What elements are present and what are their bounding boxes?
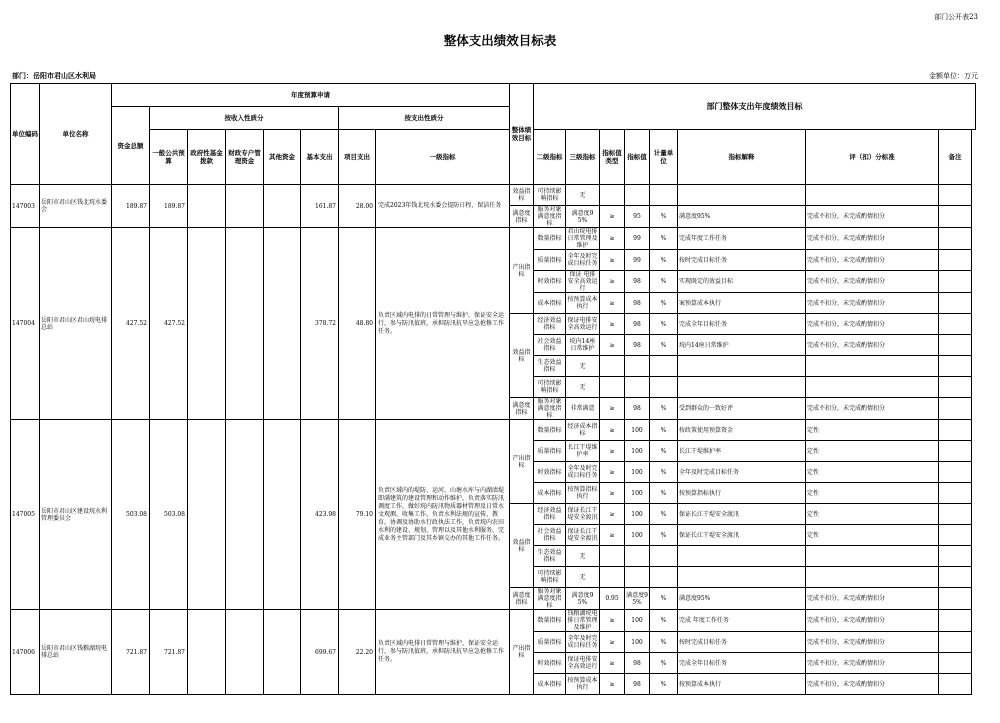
- level2-indicator: 生态效益指标: [534, 546, 566, 567]
- scoring-standard: 定性: [806, 525, 939, 546]
- level3-indicator: 全年及时完成目标任务: [566, 632, 600, 653]
- scoring-standard: 完成不扣分，未完成酌情扣分: [806, 653, 939, 674]
- header-annual-budget: 年度预算申请: [112, 84, 510, 107]
- level3-indicator: 保证电排安全高效运行: [566, 314, 600, 335]
- level2-indicator: 经济效益指标: [534, 314, 566, 335]
- gov-fund: [188, 185, 226, 228]
- level1-indicator: 效益指标: [510, 504, 534, 588]
- other-funds: [264, 420, 301, 610]
- indicator-value: 100: [625, 632, 650, 653]
- gov-fund: [188, 610, 226, 695]
- indicator-explanation: 受到群众的一致好评: [678, 398, 806, 420]
- level3-indicator: 全年及时完成目标任务: [566, 250, 600, 271]
- indicator-explanation: 保证长江干堤安全渡汛: [678, 525, 806, 546]
- indicator-explanation: 完成 年度工作任务: [678, 610, 806, 632]
- scoring-standard: 定性: [806, 504, 939, 525]
- header-by-expense: 按支出性质分: [339, 107, 510, 130]
- indicator-explanation: 垸内14座日常维护: [678, 335, 806, 356]
- measure-unit: %: [650, 293, 678, 314]
- indicator-value: 100: [625, 462, 650, 483]
- level3-indicator: 保证长江干堤安全渡汛: [566, 504, 600, 525]
- measure-unit: %: [650, 504, 678, 525]
- basic-expense: 423.98: [301, 420, 339, 610]
- value-type: [600, 356, 625, 377]
- remark: [939, 250, 972, 271]
- level2-indicator: 时效指标: [534, 653, 566, 674]
- indicator-explanation: 实现既定的效益目标: [678, 271, 806, 293]
- scoring-standard: 完成不扣分，未完成酌情扣分: [806, 632, 939, 653]
- value-type: ≥: [600, 674, 625, 695]
- indicator-value: [625, 356, 650, 377]
- measure-unit: %: [650, 462, 678, 483]
- measure-unit: [650, 546, 678, 567]
- scoring-standard: [806, 356, 939, 377]
- measure-unit: %: [650, 674, 678, 695]
- indicator-value: [625, 546, 650, 567]
- remark: [939, 356, 972, 377]
- indicator-value: 100: [625, 525, 650, 546]
- indicator-explanation: 案预算成本执行: [678, 293, 806, 314]
- level2-indicator: 数量指标: [534, 228, 566, 250]
- scoring-standard: 完成不扣分，未完成酌情扣分: [806, 206, 939, 228]
- header-other-funds: 其他资金: [264, 130, 301, 185]
- scoring-standard: 完成不扣分，未完成酌情扣分: [806, 293, 939, 314]
- general-budget: 427.52: [150, 228, 188, 420]
- value-type: ≥: [600, 441, 625, 462]
- level3-indicator: 无: [566, 185, 600, 206]
- measure-unit: %: [650, 335, 678, 356]
- value-type: ≥: [600, 653, 625, 674]
- measure-unit: %: [650, 588, 678, 610]
- currency-unit-label: 金额单位：万元: [929, 72, 978, 80]
- header-remark: 备注: [939, 130, 972, 185]
- unit-code: 147005: [11, 420, 40, 610]
- level1-indicator: 产出指标: [510, 228, 534, 314]
- value-type: ≥: [600, 228, 625, 250]
- indicator-value: 98: [625, 293, 650, 314]
- indicator-explanation: 按时完成目标任务: [678, 632, 806, 653]
- value-type: ≥: [600, 314, 625, 335]
- level2-indicator: 可持续影响指标: [534, 377, 566, 398]
- project-expense: 48.80: [339, 228, 376, 420]
- level3-indicator: 经济成本指标: [566, 420, 600, 441]
- header-general-budget: 一般公共预算: [150, 130, 188, 185]
- value-type: [600, 377, 625, 398]
- unit-name: 岳阳市君山区君山垸电排总站: [40, 228, 112, 420]
- remark: [939, 314, 972, 335]
- value-type: ≥: [600, 462, 625, 483]
- level3-indicator: 满意度95%: [566, 588, 600, 610]
- indicator-explanation: 保证长江干堤安全渡汛: [678, 504, 806, 525]
- level2-indicator: 社会效益指标: [534, 525, 566, 546]
- level3-indicator: 无: [566, 546, 600, 567]
- level3-indicator: 保证 电排安全高效运行: [567, 271, 598, 292]
- remark: [939, 504, 972, 525]
- level3-indicator: 君山垸电排日常管理及维护: [567, 228, 598, 249]
- measure-unit: %: [650, 441, 678, 462]
- department-label: 部门：岳阳市君山区水利局: [12, 71, 96, 80]
- measure-unit: [650, 185, 678, 206]
- value-type: ≥: [600, 525, 625, 546]
- scoring-standard: 定性: [806, 462, 939, 483]
- header-value: 指标值: [625, 130, 650, 185]
- indicator-value: 100: [625, 483, 650, 504]
- indicator-explanation: [678, 546, 806, 567]
- indicator-value: 98: [625, 653, 650, 674]
- basic-expense: 378.72: [301, 228, 339, 420]
- remark: [939, 335, 972, 356]
- level2-indicator: 服务对象满意度指标: [534, 588, 566, 610]
- value-type: 0.95: [600, 588, 625, 610]
- remark: [939, 185, 972, 206]
- measure-unit: %: [650, 228, 678, 250]
- level2-indicator: 成本指标: [534, 674, 566, 695]
- performance-goal-table: [10, 83, 976, 695]
- measure-unit: [650, 567, 678, 588]
- value-type: ≥: [600, 271, 625, 293]
- level3-indicator: 垸内14座日常维护: [566, 335, 600, 356]
- level2-indicator: 质量指标: [534, 632, 566, 653]
- indicator-value: [625, 185, 650, 206]
- header-scoring: 评（扣）分标准: [806, 130, 939, 185]
- indicator-explanation: 满意度95%: [678, 206, 806, 228]
- scoring-standard: [806, 377, 939, 398]
- level2-indicator: 数量指标: [534, 610, 566, 632]
- indicator-explanation: [678, 185, 806, 206]
- indicator-value: 满意度95%: [625, 588, 650, 610]
- general-budget: 503.08: [150, 420, 188, 610]
- level2-indicator: 成本指标: [534, 293, 566, 314]
- level3-indicator: 按预算成本执行: [566, 293, 600, 314]
- table-row: [11, 228, 976, 250]
- measure-unit: %: [650, 653, 678, 674]
- value-type: ≥: [600, 398, 625, 420]
- level3-indicator: 无: [566, 377, 600, 398]
- measure-unit: %: [650, 610, 678, 632]
- value-type: ≥: [600, 335, 625, 356]
- header-basic-expense: 基本支出: [301, 130, 339, 185]
- unit-name: 岳阳市君山区钱粮湖垸电排总站: [40, 610, 112, 695]
- indicator-value: 95: [625, 206, 650, 228]
- header-unit-code: 单位编码: [11, 84, 40, 185]
- level3-indicator: 按预算成本执行: [566, 674, 600, 695]
- measure-unit: %: [650, 483, 678, 504]
- measure-unit: %: [650, 271, 678, 293]
- header-value-type: 指标值类型: [600, 130, 625, 185]
- level3-indicator: 无: [566, 356, 600, 377]
- level3-indicator: 满意度95%: [566, 206, 600, 228]
- remark: [939, 293, 972, 314]
- scoring-standard: 完成不扣分，未完成酌情扣分: [806, 250, 939, 271]
- scoring-standard: 完成不扣分，未完成酌情扣分: [806, 398, 939, 420]
- indicator-explanation: [678, 567, 806, 588]
- scoring-standard: 定性: [806, 441, 939, 462]
- total-funds: 721.87: [112, 610, 150, 695]
- total-funds: 189.87: [112, 185, 150, 228]
- indicator-explanation: 完成全年目标任务: [678, 314, 806, 335]
- overall-goal: 负责区域内的堤防、运河、山塘水库与内湖渍堤即满建筑的建设管理和动作维护，负责落实防汛调度工作，做好垸内防汛物质器材管理及日常水文观测、收集工作，负责水利法规的宣传、教育，协调及协助水行政执法工作，负责垸内农田水利的建设、规划、管理以及其他水利服务，完成业务主管部门及其乡镇交办的其他工作任务。: [376, 420, 510, 610]
- project-expense: 79.10: [339, 420, 376, 610]
- value-type: ≥: [600, 420, 625, 441]
- remark: [939, 462, 972, 483]
- remark: [939, 206, 972, 228]
- indicator-value: 100: [625, 610, 650, 632]
- header-total-funds: 资金总额: [112, 107, 150, 185]
- scoring-standard: [806, 546, 939, 567]
- value-type: ≥: [600, 250, 625, 271]
- level3-indicator: 无: [566, 567, 600, 588]
- project-expense: 28.00: [339, 185, 376, 228]
- scoring-standard: 完成不扣分，未完成酌情扣分: [806, 610, 939, 632]
- indicator-value: 100: [625, 441, 650, 462]
- header-overall-goal: 整体绩效目标: [510, 84, 534, 185]
- total-funds: 503.08: [112, 420, 150, 610]
- measure-unit: %: [650, 632, 678, 653]
- measure-unit: %: [650, 250, 678, 271]
- gov-fund: [188, 228, 226, 420]
- form-number-label: 部门公开表23: [934, 13, 978, 21]
- scoring-standard: [806, 567, 939, 588]
- header-measure-unit: 计量单位: [650, 130, 678, 185]
- measure-unit: [650, 356, 678, 377]
- measure-unit: %: [650, 206, 678, 228]
- header-project-expense: 项目支出: [339, 130, 376, 185]
- scoring-standard: 完成不扣分，未完成酌情扣分: [806, 314, 939, 335]
- scoring-standard: 定性: [806, 483, 939, 504]
- total-funds: 427.52: [112, 228, 150, 420]
- header-special-mgmt: 财政专户管理资金: [226, 130, 264, 185]
- value-type: ≥: [600, 504, 625, 525]
- other-funds: [264, 610, 301, 695]
- scoring-standard: 完成不扣分，未完成酌情扣分: [806, 674, 939, 695]
- value-type: [600, 567, 625, 588]
- measure-unit: %: [650, 525, 678, 546]
- scoring-standard: 完成不扣分，未完成酌情扣分: [806, 228, 939, 250]
- basic-expense: 161.87: [301, 185, 339, 228]
- level1-indicator: 满意度指标: [510, 398, 534, 420]
- level3-indicator: 保证电排安全高效运行: [566, 653, 600, 674]
- indicator-value: 99: [625, 250, 650, 271]
- level3-indicator: 钱粮湖垸电排日常管理及维护: [567, 610, 598, 631]
- scoring-standard: 完成不扣分，未完成酌情扣分: [806, 335, 939, 356]
- indicator-value: 98: [625, 314, 650, 335]
- overall-goal: 完成2023年钱北垸水委会提防日程，保洁任务: [376, 185, 510, 228]
- level2-indicator: 可持续影响指标: [534, 185, 566, 206]
- level2-indicator: 质量指标: [534, 250, 566, 271]
- other-funds: [264, 185, 301, 228]
- special-mgmt: [226, 228, 264, 420]
- level1-indicator: 产出指标: [510, 610, 534, 695]
- indicator-value: 98: [625, 398, 650, 420]
- unit-name: 岳阳市君山区建设垸水利管理委员会: [40, 420, 112, 610]
- indicator-value: 98: [625, 271, 650, 293]
- remark: [939, 674, 972, 695]
- other-funds: [264, 228, 301, 420]
- header-dept-goals: 部门整体支出年度绩效目标: [534, 84, 976, 130]
- special-mgmt: [226, 610, 264, 695]
- level3-indicator: 全年及时完成目标任务: [566, 462, 600, 483]
- level2-indicator: 生态效益指标: [534, 356, 566, 377]
- level2-indicator: 质量指标: [534, 441, 566, 462]
- basic-expense: 699.67: [301, 610, 339, 695]
- level2-indicator: 成本指标: [534, 483, 566, 504]
- project-expense: 22.20: [339, 610, 376, 695]
- level2-indicator: 时效指标: [534, 271, 566, 293]
- indicator-explanation: 按政策使用预算资金: [678, 420, 806, 441]
- header-level2: 二级指标: [534, 130, 566, 185]
- remark: [939, 398, 972, 420]
- level2-indicator: 服务对象满意度指标: [534, 398, 566, 420]
- remark: [939, 420, 972, 441]
- gov-fund: [188, 420, 226, 610]
- level1-indicator: 效益指标: [510, 314, 534, 398]
- indicator-value: 98: [625, 335, 650, 356]
- level3-indicator: 非常满意: [566, 398, 600, 420]
- measure-unit: [650, 377, 678, 398]
- value-type: ≥: [600, 293, 625, 314]
- level2-indicator: 时效指标: [534, 462, 566, 483]
- level3-indicator: 保证长江干堤安全渡汛: [566, 525, 600, 546]
- indicator-value: [625, 567, 650, 588]
- remark: [939, 653, 972, 674]
- level2-indicator: 可持续影响指标: [534, 567, 566, 588]
- scoring-standard: 定性: [806, 420, 939, 441]
- value-type: ≥: [600, 632, 625, 653]
- level2-indicator: 服务对象满意度指标: [534, 206, 566, 228]
- indicator-explanation: 完成年度工作任务: [678, 228, 806, 250]
- measure-unit: %: [650, 314, 678, 335]
- remark: [939, 610, 972, 632]
- indicator-explanation: 按预算成本执行: [678, 674, 806, 695]
- table-row: [11, 185, 976, 206]
- indicator-explanation: 满意度95%: [678, 588, 806, 610]
- indicator-explanation: 全年及时完成目标任务: [678, 462, 806, 483]
- header-explanation: 指标解释: [678, 130, 806, 185]
- unit-code: 147003: [11, 185, 40, 228]
- indicator-value: 98: [625, 674, 650, 695]
- header-level3: 三级指标: [566, 130, 600, 185]
- unit-code: 147006: [11, 610, 40, 695]
- remark: [939, 271, 972, 293]
- level3-indicator: 按预算指标执行: [566, 483, 600, 504]
- header-level1: 一级指标: [376, 130, 510, 185]
- level1-indicator: 满意度指标: [510, 206, 534, 228]
- value-type: ≥: [600, 206, 625, 228]
- indicator-value: 99: [625, 228, 650, 250]
- special-mgmt: [226, 420, 264, 610]
- remark: [939, 441, 972, 462]
- remark: [939, 483, 972, 504]
- remark: [939, 546, 972, 567]
- value-type: [600, 546, 625, 567]
- value-type: [600, 185, 625, 206]
- overall-goal: 负责区域内电排日常管理与维护，保证安全运行，参与防汛值班，承担防汛抗旱应急抢修工作任务。: [376, 610, 510, 695]
- level2-indicator: 经济效益指标: [534, 504, 566, 525]
- indicator-value: 100: [625, 504, 650, 525]
- remark: [939, 525, 972, 546]
- indicator-explanation: [678, 356, 806, 377]
- indicator-value: 100: [625, 420, 650, 441]
- page-title: 整体支出绩效目标表: [443, 33, 557, 48]
- indicator-explanation: 按时完成目标任务: [678, 250, 806, 271]
- table-row: [11, 420, 976, 441]
- special-mgmt: [226, 185, 264, 228]
- measure-unit: %: [650, 420, 678, 441]
- overall-goal: 负责区域内电排的日常管理与维护，保证安全运行，参与防汛值班，承担防汛抗旱应急抢修工作任务。: [376, 228, 510, 420]
- level1-indicator: 效益指标: [510, 185, 534, 206]
- header-unit-name: 单位名称: [40, 84, 112, 185]
- level1-indicator: 满意度指标: [510, 588, 534, 610]
- remark: [939, 632, 972, 653]
- value-type: ≥: [600, 483, 625, 504]
- value-type: ≥: [600, 610, 625, 632]
- indicator-value: [625, 377, 650, 398]
- header-gov-fund: 政府性基金拨款: [188, 130, 226, 185]
- indicator-explanation: 完成全年目标任务: [678, 653, 806, 674]
- remark: [939, 567, 972, 588]
- remark: [939, 588, 972, 610]
- remark: [939, 377, 972, 398]
- table-row: [11, 610, 976, 632]
- general-budget: 189.87: [150, 185, 188, 228]
- level1-indicator: 产出指标: [510, 420, 534, 504]
- general-budget: 721.87: [150, 610, 188, 695]
- measure-unit: %: [650, 398, 678, 420]
- remark: [939, 228, 972, 250]
- scoring-standard: 完成不扣分，未完成酌情扣分: [806, 588, 939, 610]
- unit-name: 岳阳市君山区钱北垸水委会: [40, 185, 112, 228]
- indicator-explanation: 按预算指标执行: [678, 483, 806, 504]
- scoring-standard: 完成不扣分，未完成酌情扣分: [806, 271, 939, 293]
- level2-indicator: 数量指标: [534, 420, 566, 441]
- unit-code: 147004: [11, 228, 40, 420]
- indicator-explanation: [678, 377, 806, 398]
- scoring-standard: [806, 185, 939, 206]
- level2-indicator: 社会效益指标: [534, 335, 566, 356]
- header-by-income: 按收入性质分: [150, 107, 339, 130]
- level3-indicator: 长江干堤维护率: [566, 441, 600, 462]
- indicator-explanation: 长江干堤维护率: [678, 441, 806, 462]
